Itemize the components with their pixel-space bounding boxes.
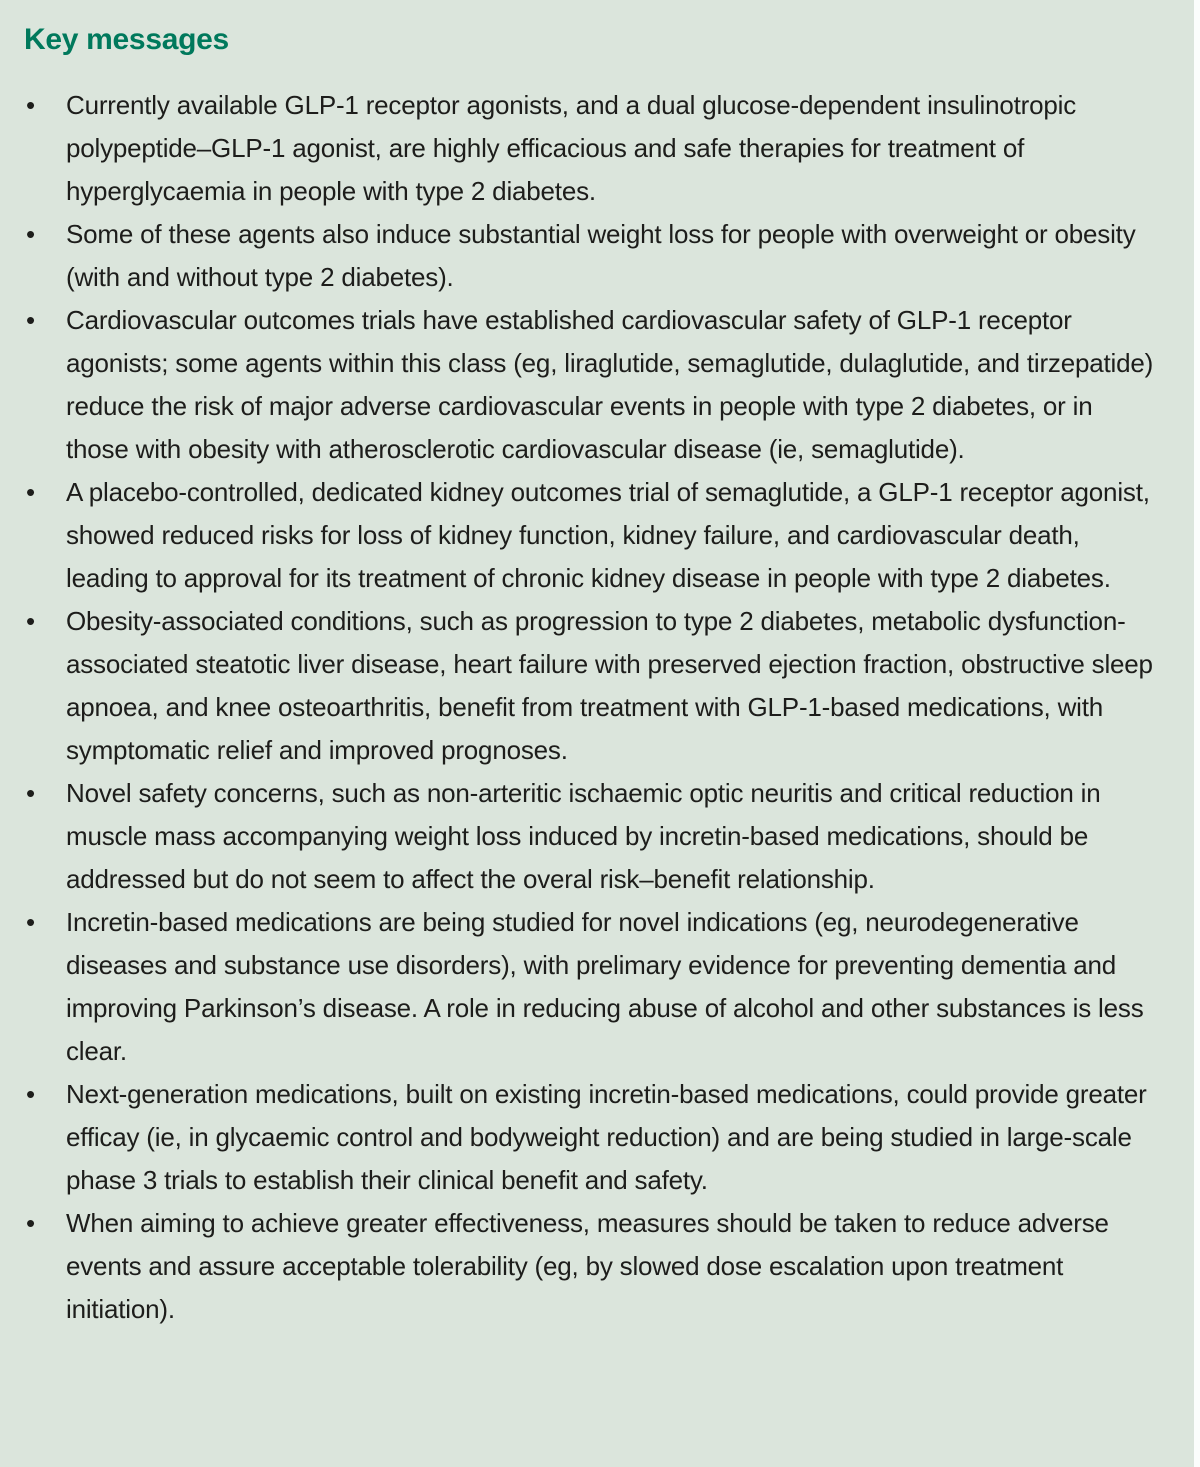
key-message-text: Novel safety concerns, such as non-arteritic ischaemic optic neuritis and critical reduction in muscle mass accompanying weight loss induced by incretin-based medications, should be addressed but do not seem to affect the overal risk–benefit relationship.: [66, 778, 1101, 894]
key-message-text: When aiming to achieve greater effectiveness, measures should be taken to reduce adverse events and assure acceptable tolerability (eg, by slowed dose escalation upon treatment initiation).: [66, 1208, 1109, 1324]
key-message-text: Some of these agents also induce substantial weight loss for people with overweight or obesity (with and without type 2 diabetes).: [66, 219, 1136, 292]
bullet-icon: •: [26, 907, 35, 937]
bullet-icon: •: [26, 305, 35, 335]
key-message-item: [24, 1073, 1154, 1202]
bullet-icon: •: [26, 90, 35, 120]
bullet-icon: •: [26, 219, 35, 249]
bullet-icon: •: [26, 1208, 35, 1238]
panel-title: Key messages: [24, 23, 229, 56]
key-message-text: Next-generation medications, built on existing incretin-based medications, could provide greater efficay (ie, in glycaemic control and bodyweight reduction) and are being studied in large-scale phase 3 trials to establish their clinical benefit and safety.: [66, 1079, 1147, 1195]
bullet-icon: •: [26, 477, 35, 507]
key-message-item: [24, 84, 1154, 213]
key-messages-list: [24, 84, 1154, 1331]
key-message-item: [24, 901, 1154, 1073]
key-message-item: [24, 772, 1154, 901]
key-message-item: [24, 1202, 1154, 1331]
bullet-icon: •: [26, 778, 35, 808]
key-message-item: [24, 299, 1154, 471]
key-message-text: Obesity-associated conditions, such as progression to type 2 diabetes, metabolic dysfunction-associated steatotic liver disease, heart failure with preserved ejection fraction, obstructive sleep apnoea, and knee osteoarthritis, benefit from treatment with GLP-1-based medications, with symptomatic relief and improved prognoses.: [66, 606, 1153, 765]
key-message-item: [24, 471, 1154, 600]
key-message-text: Incretin-based medications are being studied for novel indications (eg, neurodegenerative diseases and substance use disorders), with prelimary evidence for preventing dementia and improving Parkinson’s disease. A role in reducing abuse of alcohol and other substances is less clear.: [66, 907, 1144, 1066]
bullet-icon: •: [26, 606, 35, 636]
key-message-item: [24, 213, 1154, 299]
key-message-text: Currently available GLP-1 receptor agonists, and a dual glucose-dependent insulinotropic polypeptide–GLP-1 agonist, are highly efficacious and safe therapies for treatment of hyperglycaemia in people with type 2 diabetes.: [66, 90, 1077, 206]
key-message-text: A placebo-controlled, dedicated kidney outcomes trial of semaglutide, a GLP-1 receptor agonist, showed reduced risks for loss of kidney function, kidney failure, and cardiovascular death, leading to approval for its treatment of chronic kidney disease in people with type 2 diabetes.: [66, 477, 1150, 593]
bullet-icon: •: [26, 1079, 35, 1109]
key-message-item: [24, 600, 1154, 772]
key-message-text: Cardiovascular outcomes trials have established cardiovascular safety of GLP-1 receptor agonists; some agents within this class (eg, liraglutide, semaglutide, dulaglutide, and tirzepatide) reduce the risk of major adverse cardiovascular events in people with type 2 diabetes, or in those with obesity with atherosclerotic cardiovascular disease (ie, semaglutide).: [66, 305, 1154, 464]
